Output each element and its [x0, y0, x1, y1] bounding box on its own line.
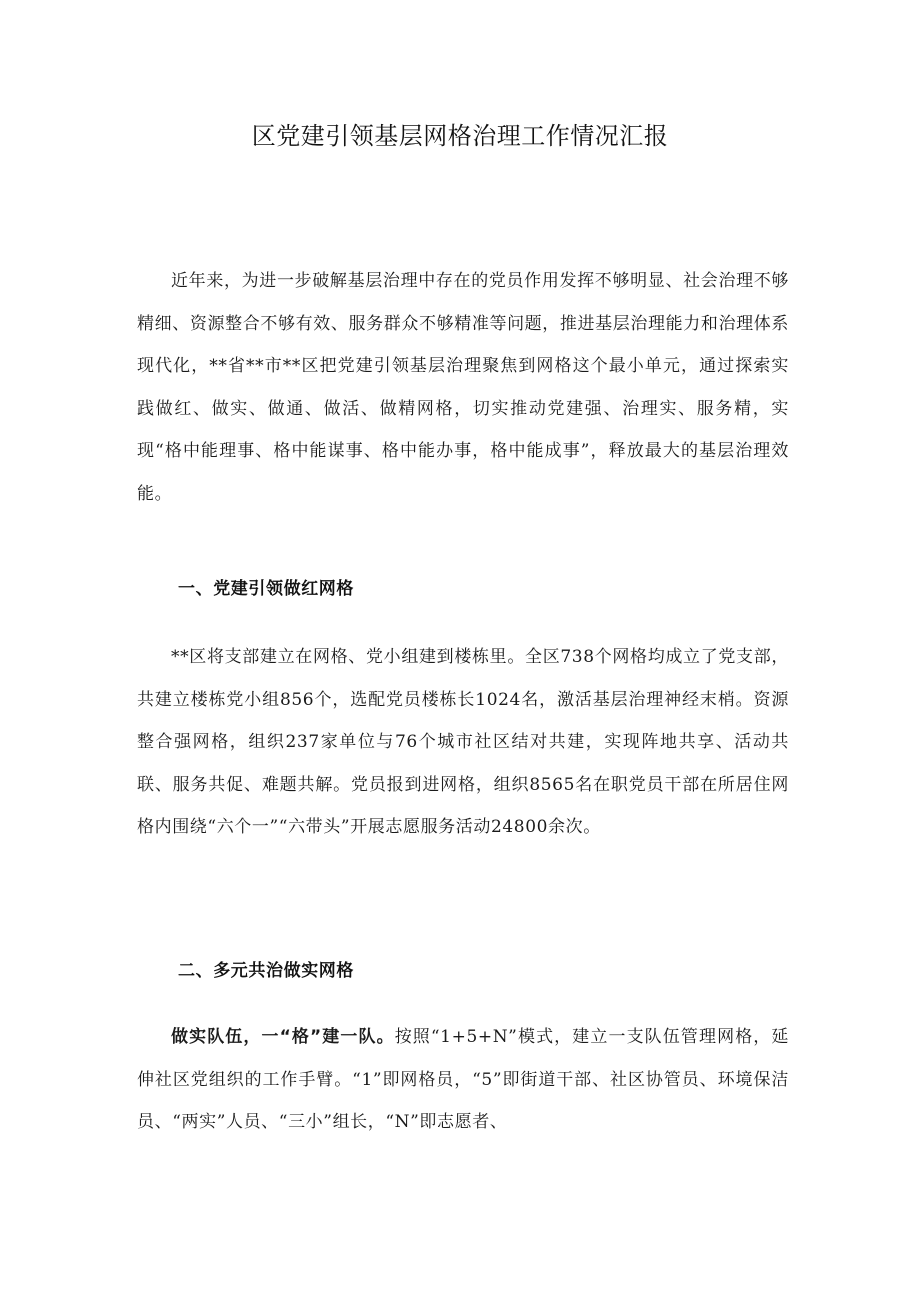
intro-paragraph: 近年来，为进一步破解基层治理中存在的党员作用发挥不够明显、社会治理不够精细、资源整合不够有效、服务群众不够精准等问题，推进基层治理能力和治理体系现代化，**省**市**区把党建引领基层治理聚焦到网格这个最小单元，通过探索实践做红、做实、做通、做活、做精网格，切实推动党建强、治理实、服务精，实现“格中能理事、格中能谋事、格中能办事，格中能成事”，释放最大的基层治理效能。 [137, 271, 789, 504]
section-1-paragraph: **区将支部建立在网格、党小组建到楼栋里。全区738个网格均成立了党支部，共建立楼栋党小组856个，选配党员楼栋长1024名，激活基层治理神经末梢。资源整合强网格，组织237家单位与76个城市社区结对共建，实现阵地共享、活动共联、服务共促、难题共解。党员报到进网格，组织8565名在职党员干部在所居住网格内围绕“六个一”“六带头”开展志愿服务活动24800余次。 [137, 647, 789, 837]
document-title: 区党建引领基层网格治理工作情况汇报 [251, 122, 669, 150]
section-2-paragraph [137, 1016, 789, 1144]
section-2-lead: 做实队伍，一“格”建一队。 [171, 1027, 395, 1047]
section-2-heading: 二、多元共治做实网格 [178, 961, 354, 981]
section-2-body: 按照“1+5+N”模式，建立一支队伍管理网格，延伸社区党组织的工作手臂。“1”即网格员，“5”即街道干部、社区协管员、环境保洁员、“两实”人员、“三小”组长，“N”即志愿者、 [137, 1027, 789, 1132]
section-1-heading: 一、党建引领做红网格 [178, 579, 354, 599]
